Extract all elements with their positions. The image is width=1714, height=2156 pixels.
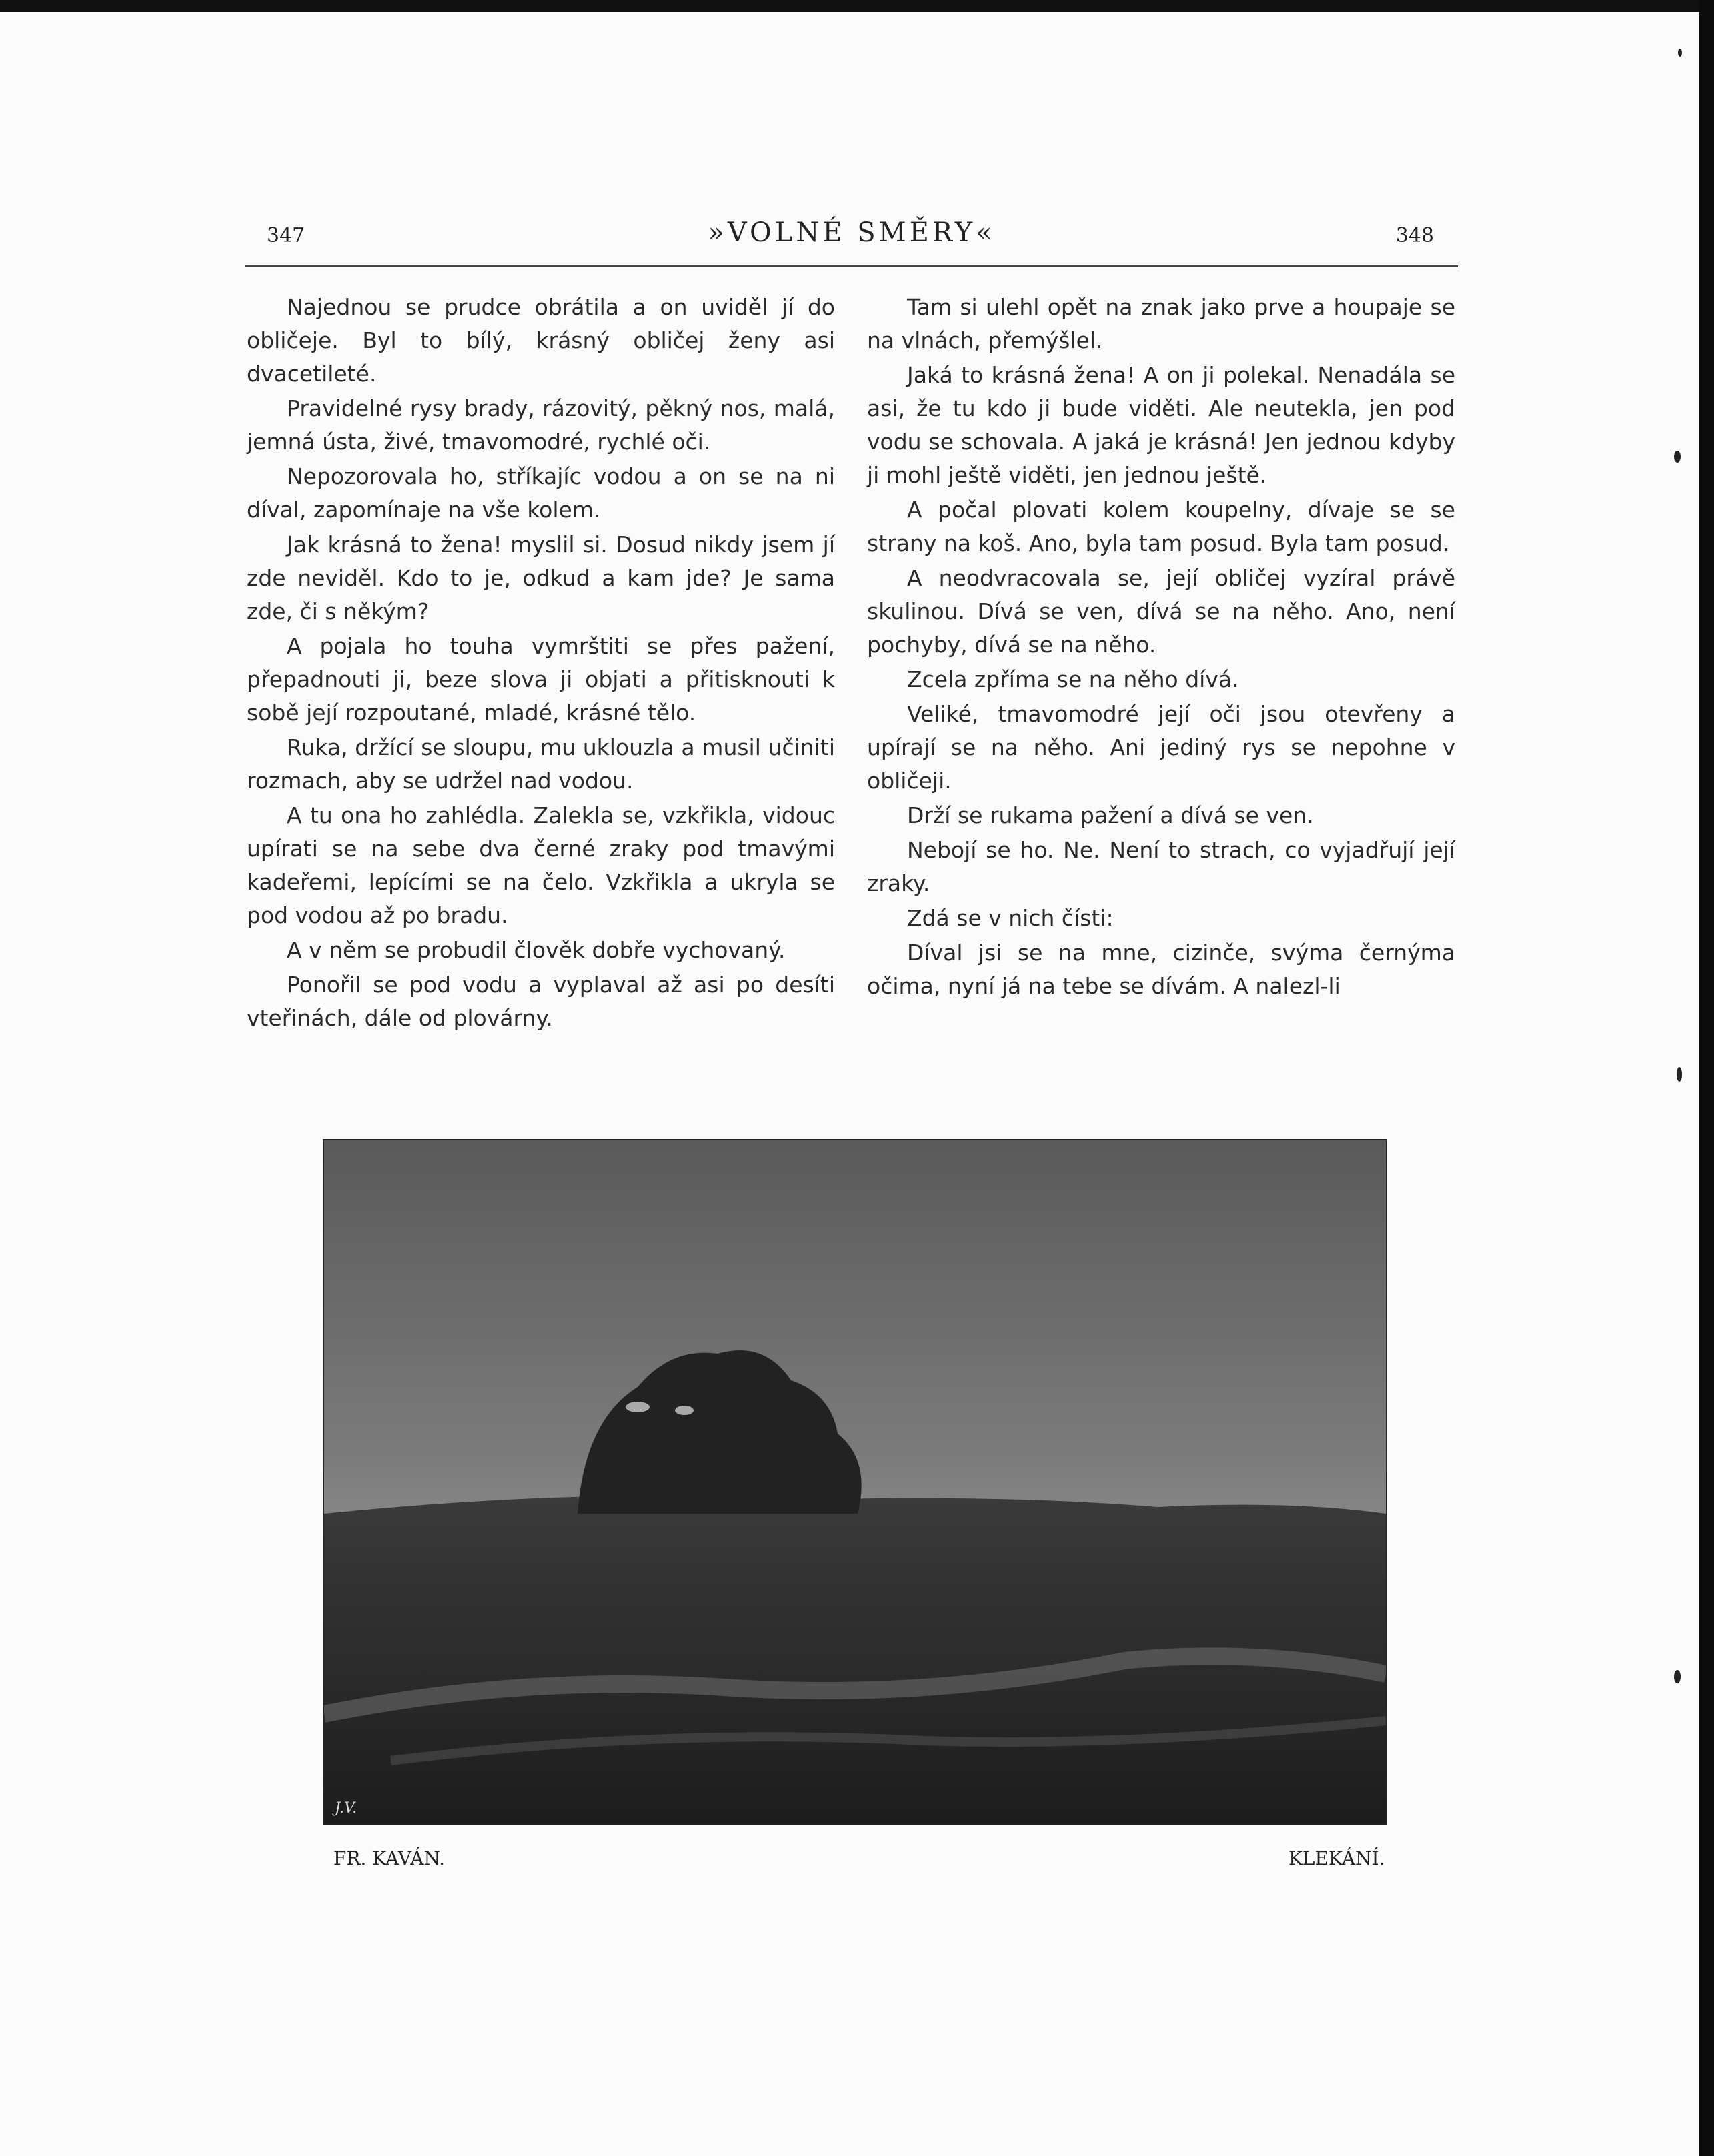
artist-monogram: J.V. xyxy=(335,1800,357,1817)
paragraph: Tam si ulehl opět na znak jako prve a houpaje se na vlnách, přemýšlel. xyxy=(867,294,1455,353)
scan-speck xyxy=(1678,49,1682,57)
paragraph: Zcela zpříma se na něho dívá. xyxy=(907,666,1239,692)
paragraph: Veliké, tmavomodré její oči jsou otevřeny a upírají se na něho. Ani jediný rys se nepohne v obličeji. xyxy=(867,701,1455,794)
scan-speck xyxy=(1674,1670,1681,1683)
paragraph: A tu ona ho zahlédla. Zalekla se, vzkřikla, vidouc upírati se na sebe dva černé zraky pod tmavými kadeřemi, lepícími se na čelo. Vzkřikla a ukryla se pod vodou až po bradu. xyxy=(247,802,835,928)
paragraph: Ruka, držící se sloupu, mu uklouzla a musil učiniti rozmach, aby se udržel nad vodou. xyxy=(247,734,835,794)
paragraph: A počal plovati kolem koupelny, dívaje se se strany na koš. Ano, byla tam posud. Byla tam posud. xyxy=(867,497,1455,556)
sky-gap xyxy=(626,1402,650,1412)
page-number-right: 348 xyxy=(1395,224,1434,247)
right-column xyxy=(867,291,1455,1004)
landscape-image xyxy=(324,1140,1386,1823)
paragraph: Najednou se prudce obrátila a on uviděl jí do obličeje. Byl to bílý, krásný obličej ženy asi dvacetileté. xyxy=(247,294,835,387)
paragraph: A v něm se probudil člověk dobře vychovaný. xyxy=(287,937,786,963)
caption-artist: FR. KAVÁN. xyxy=(333,1847,446,1869)
paragraph: Zdá se v nich čísti: xyxy=(907,905,1114,931)
paragraph: Díval jsi se na mne, cizinče, svýma černýma očima, nyní já na tebe se dívám. A nalezl-li xyxy=(867,940,1455,999)
paragraph: Nebojí se ho. Ne. Není to strach, co vyjadřují její zraky. xyxy=(867,837,1455,896)
page-number-left: 347 xyxy=(267,224,305,247)
landscape-photograph xyxy=(323,1139,1387,1825)
journal-title: »VOLNÉ SMĚRY« xyxy=(708,217,996,248)
page xyxy=(0,12,1699,2156)
left-column xyxy=(247,291,835,1036)
caption-title: KLEKÁNÍ. xyxy=(1289,1847,1385,1869)
paragraph: Nepozorovala ho, stříkajíc vodou a on se na ni díval, zapomínaje na vše kolem. xyxy=(247,463,835,523)
sky-gap xyxy=(675,1406,694,1415)
scan-speck xyxy=(1677,1067,1682,1082)
paragraph: Ponořil se pod vodu a vyplaval až asi po desíti vteřinách, dále od plovárny. xyxy=(247,972,835,1031)
scan-speck xyxy=(1674,451,1681,463)
paragraph: Pravidelné rysy brady, rázovitý, pěkný nos, malá, jemná ústa, živé, tmavomodré, rychlé oči. xyxy=(247,395,835,455)
scan-border xyxy=(1699,0,1714,2156)
paragraph: A neodvracovala se, její obličej vyzíral právě skulinou. Dívá se ven, dívá se na něho. Ano, není pochyby, dívá se na něho. xyxy=(867,565,1455,658)
paragraph: A pojala ho touha vymrštiti se přes pažení, přepadnouti ji, beze slova ji objati a přitisknouti k sobě její rozpoutané, mladé, krásné tělo. xyxy=(247,633,835,726)
paragraph: Jak krásná to žena! myslil si. Dosud nikdy jsem jí zde neviděl. Kdo to je, odkud a kam jde? Je sama zde, či s někým? xyxy=(247,531,835,624)
paragraph: Jaká to krásná žena! A on ji polekal. Nenadála se asi, že tu kdo ji bude viděti. Ale neutekla, jen pod vodu se schovala. A jaká je krásná! Jen jednou kdyby ji mohl ještě viděti, jen jednou ještě. xyxy=(867,362,1455,488)
running-header xyxy=(245,212,1458,267)
paragraph: Drží se rukama pažení a dívá se ven. xyxy=(907,802,1314,828)
